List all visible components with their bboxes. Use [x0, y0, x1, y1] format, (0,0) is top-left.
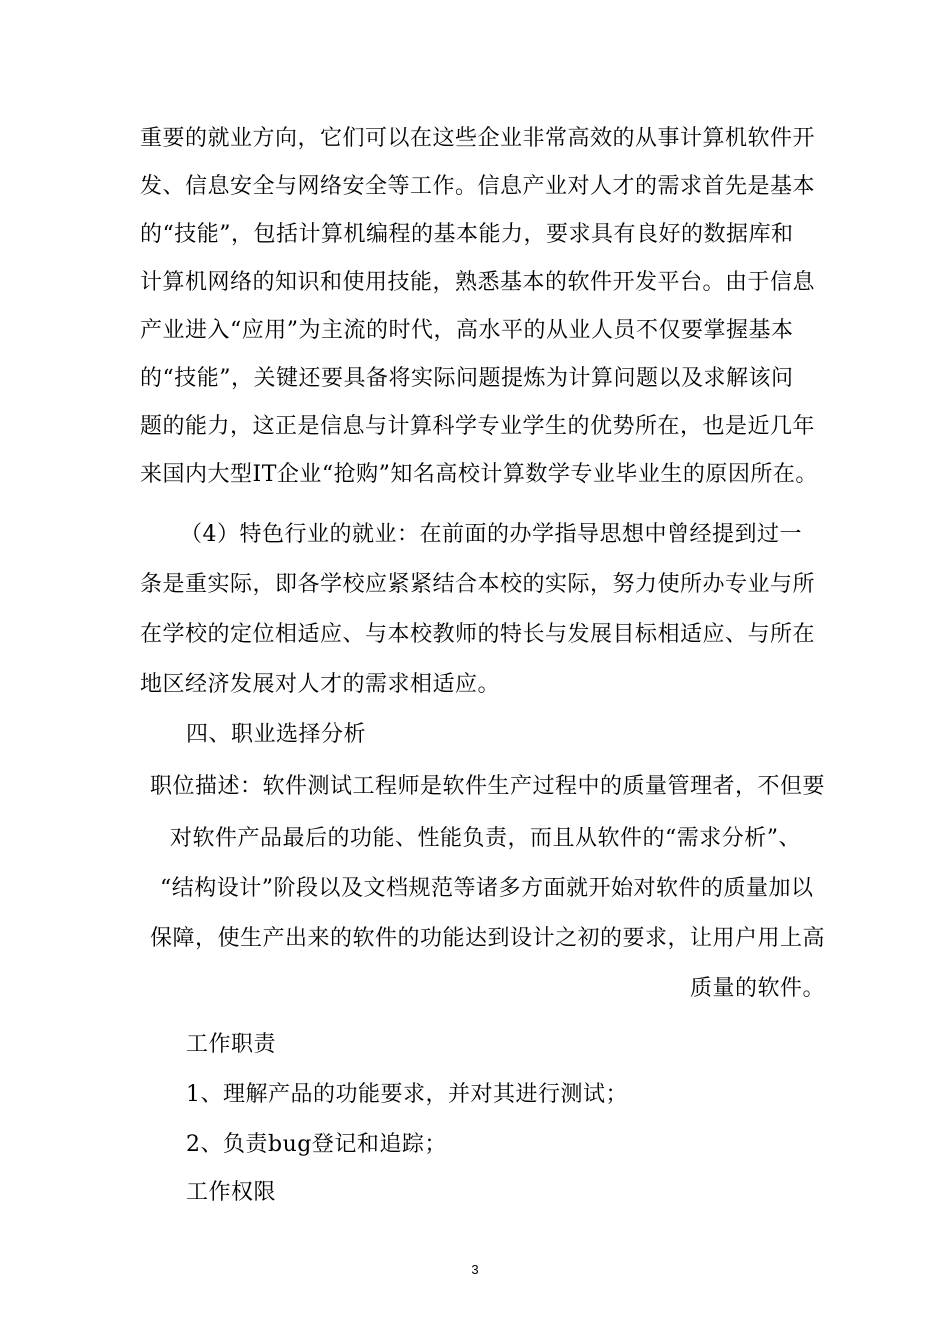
text-line: （4）特色行业的就业：在前面的办学指导思想中曾经提到过一: [180, 522, 802, 547]
text-line: 在学校的定位相适应、与本校教师的特长与发展目标相适应、与所在: [140, 622, 816, 647]
text-line: 条是重实际，即各学校应紧紧结合本校的实际，努力使所办专业与所: [140, 572, 816, 597]
text-line: 地区经济发展对人才的需求相适应。: [140, 672, 501, 697]
list-item: 2、负责bug登记和追踪；: [186, 1132, 447, 1157]
text-line: 发、信息安全与网络安全等工作。信息产业对人才的需求首先是基本: [140, 174, 816, 199]
text-line: 质量的软件。: [690, 976, 826, 1001]
text-line: 对软件产品最后的功能、性能负责，而且从软件的“需求分析”、: [170, 826, 801, 851]
text-line: 产业进入“应用”为主流的时代，高水平的从业人员不仅要掌握基本: [140, 318, 794, 343]
text-line: 保障，使生产出来的软件的功能达到设计之初的要求，让用户用上高: [150, 926, 826, 951]
text-line: 重要的就业方向，它们可以在这些企业非常高效的从事计算机软件开: [140, 126, 816, 151]
page-number: 3: [471, 1262, 479, 1277]
list-item: 1、理解产品的功能要求，并对其进行测试；: [186, 1082, 628, 1107]
text-line: 来国内大型IT企业“抢购”知名高校计算数学专业毕业生的原因所在。: [140, 462, 818, 487]
subheading-authority: 工作权限: [186, 1180, 277, 1205]
text-line: 的“技能”，包括计算机编程的基本能力，要求具有良好的数据库和: [140, 222, 794, 247]
text-line: 计算机网络的知识和使用技能，熟悉基本的软件开发平台。由于信息: [140, 270, 816, 295]
section-heading: 四、职业选择分析: [186, 722, 367, 747]
text-line: 题的能力，这正是信息与计算科学专业学生的优势所在，也是近几年: [140, 414, 816, 439]
subheading-duties: 工作职责: [186, 1032, 277, 1057]
text-line: 的“技能”，关键还要具备将实际问题提炼为计算问题以及求解该问: [140, 366, 794, 391]
text-line: “结构设计”阶段以及文档规范等诸多方面就开始对软件的质量加以: [160, 876, 814, 901]
text-line: 职位描述：软件测试工程师是软件生产过程中的质量管理者，不但要: [150, 774, 826, 799]
